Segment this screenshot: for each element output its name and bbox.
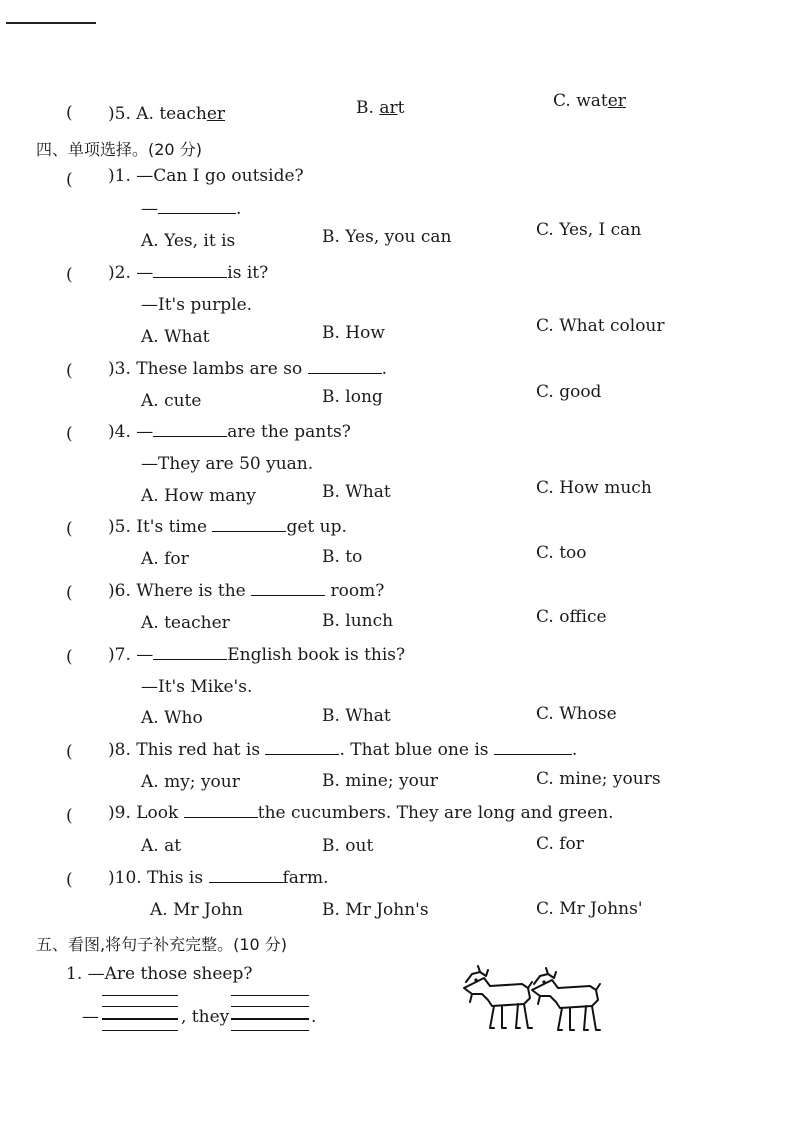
q4-response: —They are 50 yuan. [141,454,314,474]
answer-paren[interactable]: ( [66,806,73,826]
q7-option-c: C. Whose [536,704,617,724]
q2-response: —It's purple. [141,295,253,315]
goat-right [532,968,600,1030]
q6-option-a: A. teacher [141,613,230,633]
q5-stem [108,516,347,538]
q6-option-c: C. office [536,607,607,627]
q5-option-a: A. for [141,549,189,569]
q7-stem-pre: )7. — [108,645,154,665]
q8-stem [108,739,577,761]
q7-blank[interactable] [153,645,227,660]
q8-option-a: A. my; your [141,772,240,792]
answer-paren[interactable]: ( [66,265,73,285]
s5-blank-2[interactable] [231,995,309,1031]
q8-stem-post: . [571,740,578,760]
q8-blank-2[interactable] [494,740,572,755]
q7-stem-post: English book is this? [227,645,406,665]
s5-they: , they [181,1007,230,1027]
q3-option-b: B. long [322,387,383,407]
q5-option-c: C. too [536,543,587,563]
q9-blank[interactable] [184,803,258,818]
q5-prev-b-suffix: t [397,98,405,118]
q5-prev-a-underlined: er [206,104,226,124]
q8-blank-1[interactable] [265,740,339,755]
answer-paren[interactable]: ( [66,170,73,190]
q5-prev-b-prefix: B. [356,98,380,118]
answer-paren[interactable]: ( [66,583,73,603]
q10-stem-post: farm. [282,868,329,888]
q5-prev-b-underlined: ar [379,98,398,118]
q3-blank[interactable] [308,359,382,374]
section4-title: 四、单项选择。(20 分) [36,140,202,159]
q4-stem [108,421,351,443]
q9-option-b: B. out [322,836,374,856]
q1-dash: — [141,199,158,219]
answer-paren[interactable]: ( [66,103,73,123]
goats-image [458,964,603,1034]
answer-paren[interactable]: ( [66,361,73,381]
q8-option-c: C. mine; yours [536,769,661,789]
q3-stem [108,358,387,380]
q1-option-c: C. Yes, I can [536,220,642,240]
answer-paren[interactable]: ( [66,647,73,667]
s5-period: . [311,1007,317,1027]
q5-blank[interactable] [212,517,286,532]
q4-option-b: B. What [322,482,391,502]
q3-option-c: C. good [536,382,602,402]
answer-paren[interactable]: ( [66,519,73,539]
q3-stem-post: . [381,359,387,379]
q9-option-c: C. for [536,834,584,854]
q1-answer-line: — . [141,199,242,219]
q7-stem [108,644,405,666]
q10-stem [108,867,329,889]
s5-blank-1[interactable] [102,995,178,1031]
q7-response: —It's Mike's. [141,677,253,697]
q4-stem-post: are the pants? [227,422,351,442]
goat-left [464,966,532,1028]
q4-option-c: C. How much [536,478,652,498]
q3-option-a: A. cute [141,391,202,411]
q2-option-a: A. What [141,327,210,347]
q2-blank[interactable] [153,263,227,278]
section5-title: 五、看图,将句子补充完整。(10 分) [36,935,288,954]
q5-prev-option-b [356,97,404,119]
q9-stem-post: the cucumbers. They are long and green. [257,803,614,823]
q9-option-a: A. at [141,836,182,856]
q5-prev-a-text: )5. A. teach [108,104,207,124]
q10-option-c: C. Mr Johns' [536,899,643,919]
q1-blank[interactable] [158,199,236,214]
q5-stem-pre: )5. It's time [108,517,213,537]
q2-stem-post: is it? [227,263,269,283]
q5-prev-c-prefix: C. wat [553,91,608,111]
q5-option-b: B. to [322,547,363,567]
q4-stem-pre: )4. — [108,422,154,442]
q5-prev-option-a [108,103,225,125]
q6-blank[interactable] [251,581,325,596]
s5-q1-stem: 1. —Are those sheep? [66,964,253,984]
q5-stem-post: get up. [286,517,347,537]
q6-stem-pre: )6. Where is the [108,581,252,601]
q9-stem [108,802,613,824]
q2-option-b: B. How [322,323,385,343]
q2-stem-pre: )2. — [108,263,154,283]
answer-paren[interactable]: ( [66,742,73,762]
q1-stem: )1. —Can I go outside? [108,166,304,186]
q10-blank[interactable] [209,868,283,883]
q2-stem [108,262,268,284]
q6-stem-post: room? [325,581,385,601]
q10-stem-pre: )10. This is [108,868,209,888]
q1-option-b: B. Yes, you can [322,227,452,247]
q10-option-b: B. Mr John's [322,900,429,920]
q1-option-a: A. Yes, it is [141,231,236,251]
q5-prev-option-c [553,90,626,112]
q2-option-c: C. What colour [536,316,665,336]
q8-option-b: B. mine; your [322,771,438,791]
q6-option-b: B. lunch [322,611,394,631]
q4-option-a: A. How many [141,486,256,506]
q7-option-a: A. Who [141,708,203,728]
q4-blank[interactable] [153,422,227,437]
q9-stem-pre: )9. Look [108,803,184,823]
top-rule [6,22,96,24]
q10-option-a: A. Mr John [150,900,243,920]
q7-option-b: B. What [322,706,391,726]
answer-paren[interactable]: ( [66,424,73,444]
q8-stem-pre: )8. This red hat is [108,740,266,760]
q3-stem-pre: )3. These lambs are so [108,359,308,379]
q5-prev-c-underlined: er [607,91,626,111]
s5-dash: — [82,1007,99,1027]
q6-stem [108,580,384,602]
q8-stem-mid: . That blue one is [339,740,494,760]
answer-paren[interactable]: ( [66,870,73,890]
